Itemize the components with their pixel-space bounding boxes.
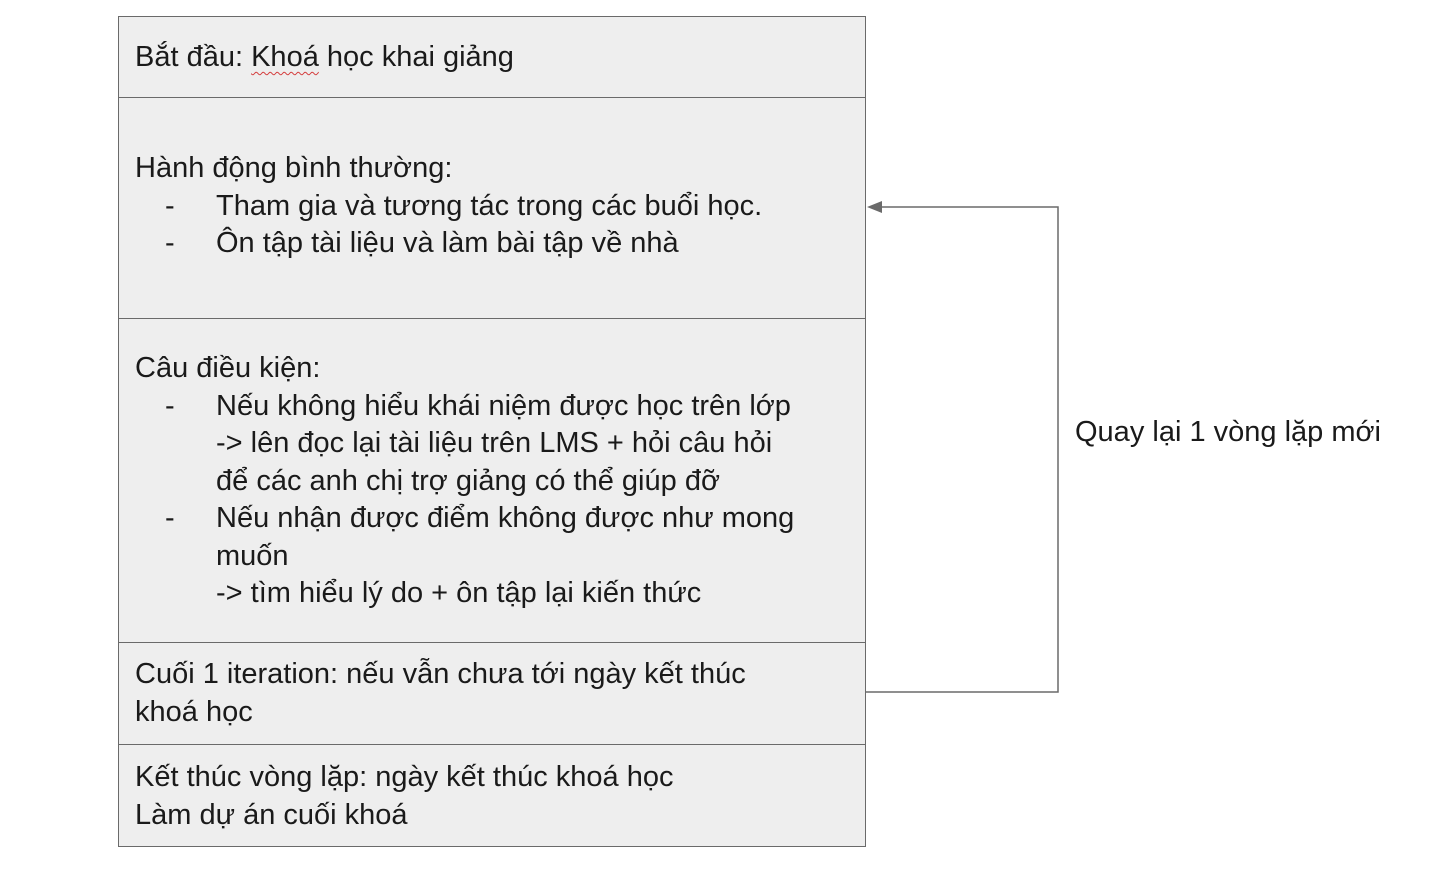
- normal-actions-title: Hành động bình thường:: [135, 152, 453, 184]
- iteration-end-box: [119, 643, 865, 745]
- iteration-end-line: Cuối 1 iteration: nếu vẫn chưa tới ngày kết thúc: [135, 658, 746, 690]
- condition-line: để các anh chị trợ giảng có thể giúp đỡ: [216, 464, 720, 497]
- conditions-box: [119, 319, 865, 643]
- start-label-suffix: học khai giảng: [318, 41, 514, 73]
- start-label-spellcheck-word: Khoá: [251, 41, 319, 73]
- normal-action-item: [135, 225, 853, 263]
- conditions-list: [135, 388, 853, 613]
- iteration-end-line: khoá học: [135, 695, 253, 728]
- start-label: [135, 39, 853, 77]
- normal-actions-list: [135, 188, 853, 263]
- start-box: [119, 17, 865, 98]
- condition-line: -> tìm hiểu lý do + ôn tập lại kiến thức: [216, 577, 702, 609]
- arrowhead-icon: [867, 201, 882, 213]
- dash-bullet: -: [165, 389, 175, 422]
- conditions-title: Câu điều kiện:: [135, 352, 321, 384]
- loop-end-line: Làm dự án cuối khoá: [135, 798, 408, 831]
- loop-back-line: [866, 207, 1058, 692]
- start-label-prefix: Bắt đầu:: [135, 41, 252, 73]
- loop-back-label: Quay lại 1 vòng lặp mới: [1075, 416, 1381, 448]
- normal-action-line: Tham gia và tương tác trong các buổi học.: [216, 189, 763, 222]
- dash-bullet: -: [165, 502, 175, 534]
- condition-line: Nếu không hiểu khái niệm được học trên lớp: [216, 389, 791, 422]
- loop-end-line: Kết thúc vòng lặp: ngày kết thúc khoá học: [135, 761, 674, 793]
- loop-flow-diagram: [118, 16, 866, 847]
- normal-action-item: [135, 188, 853, 226]
- condition-line: Nếu nhận được điểm không được như mong: [216, 502, 795, 534]
- condition-line: muốn: [216, 539, 289, 572]
- dash-bullet: -: [165, 189, 175, 222]
- loop-end-box: [119, 745, 865, 846]
- normal-actions-box: [119, 98, 865, 319]
- condition-line: -> lên đọc lại tài liệu trên LMS + hỏi câu hỏi: [216, 427, 773, 459]
- condition-item: [135, 500, 853, 613]
- dash-bullet: -: [165, 227, 175, 259]
- condition-item: [135, 388, 853, 501]
- normal-action-line: Ôn tập tài liệu và làm bài tập về nhà: [216, 227, 679, 259]
